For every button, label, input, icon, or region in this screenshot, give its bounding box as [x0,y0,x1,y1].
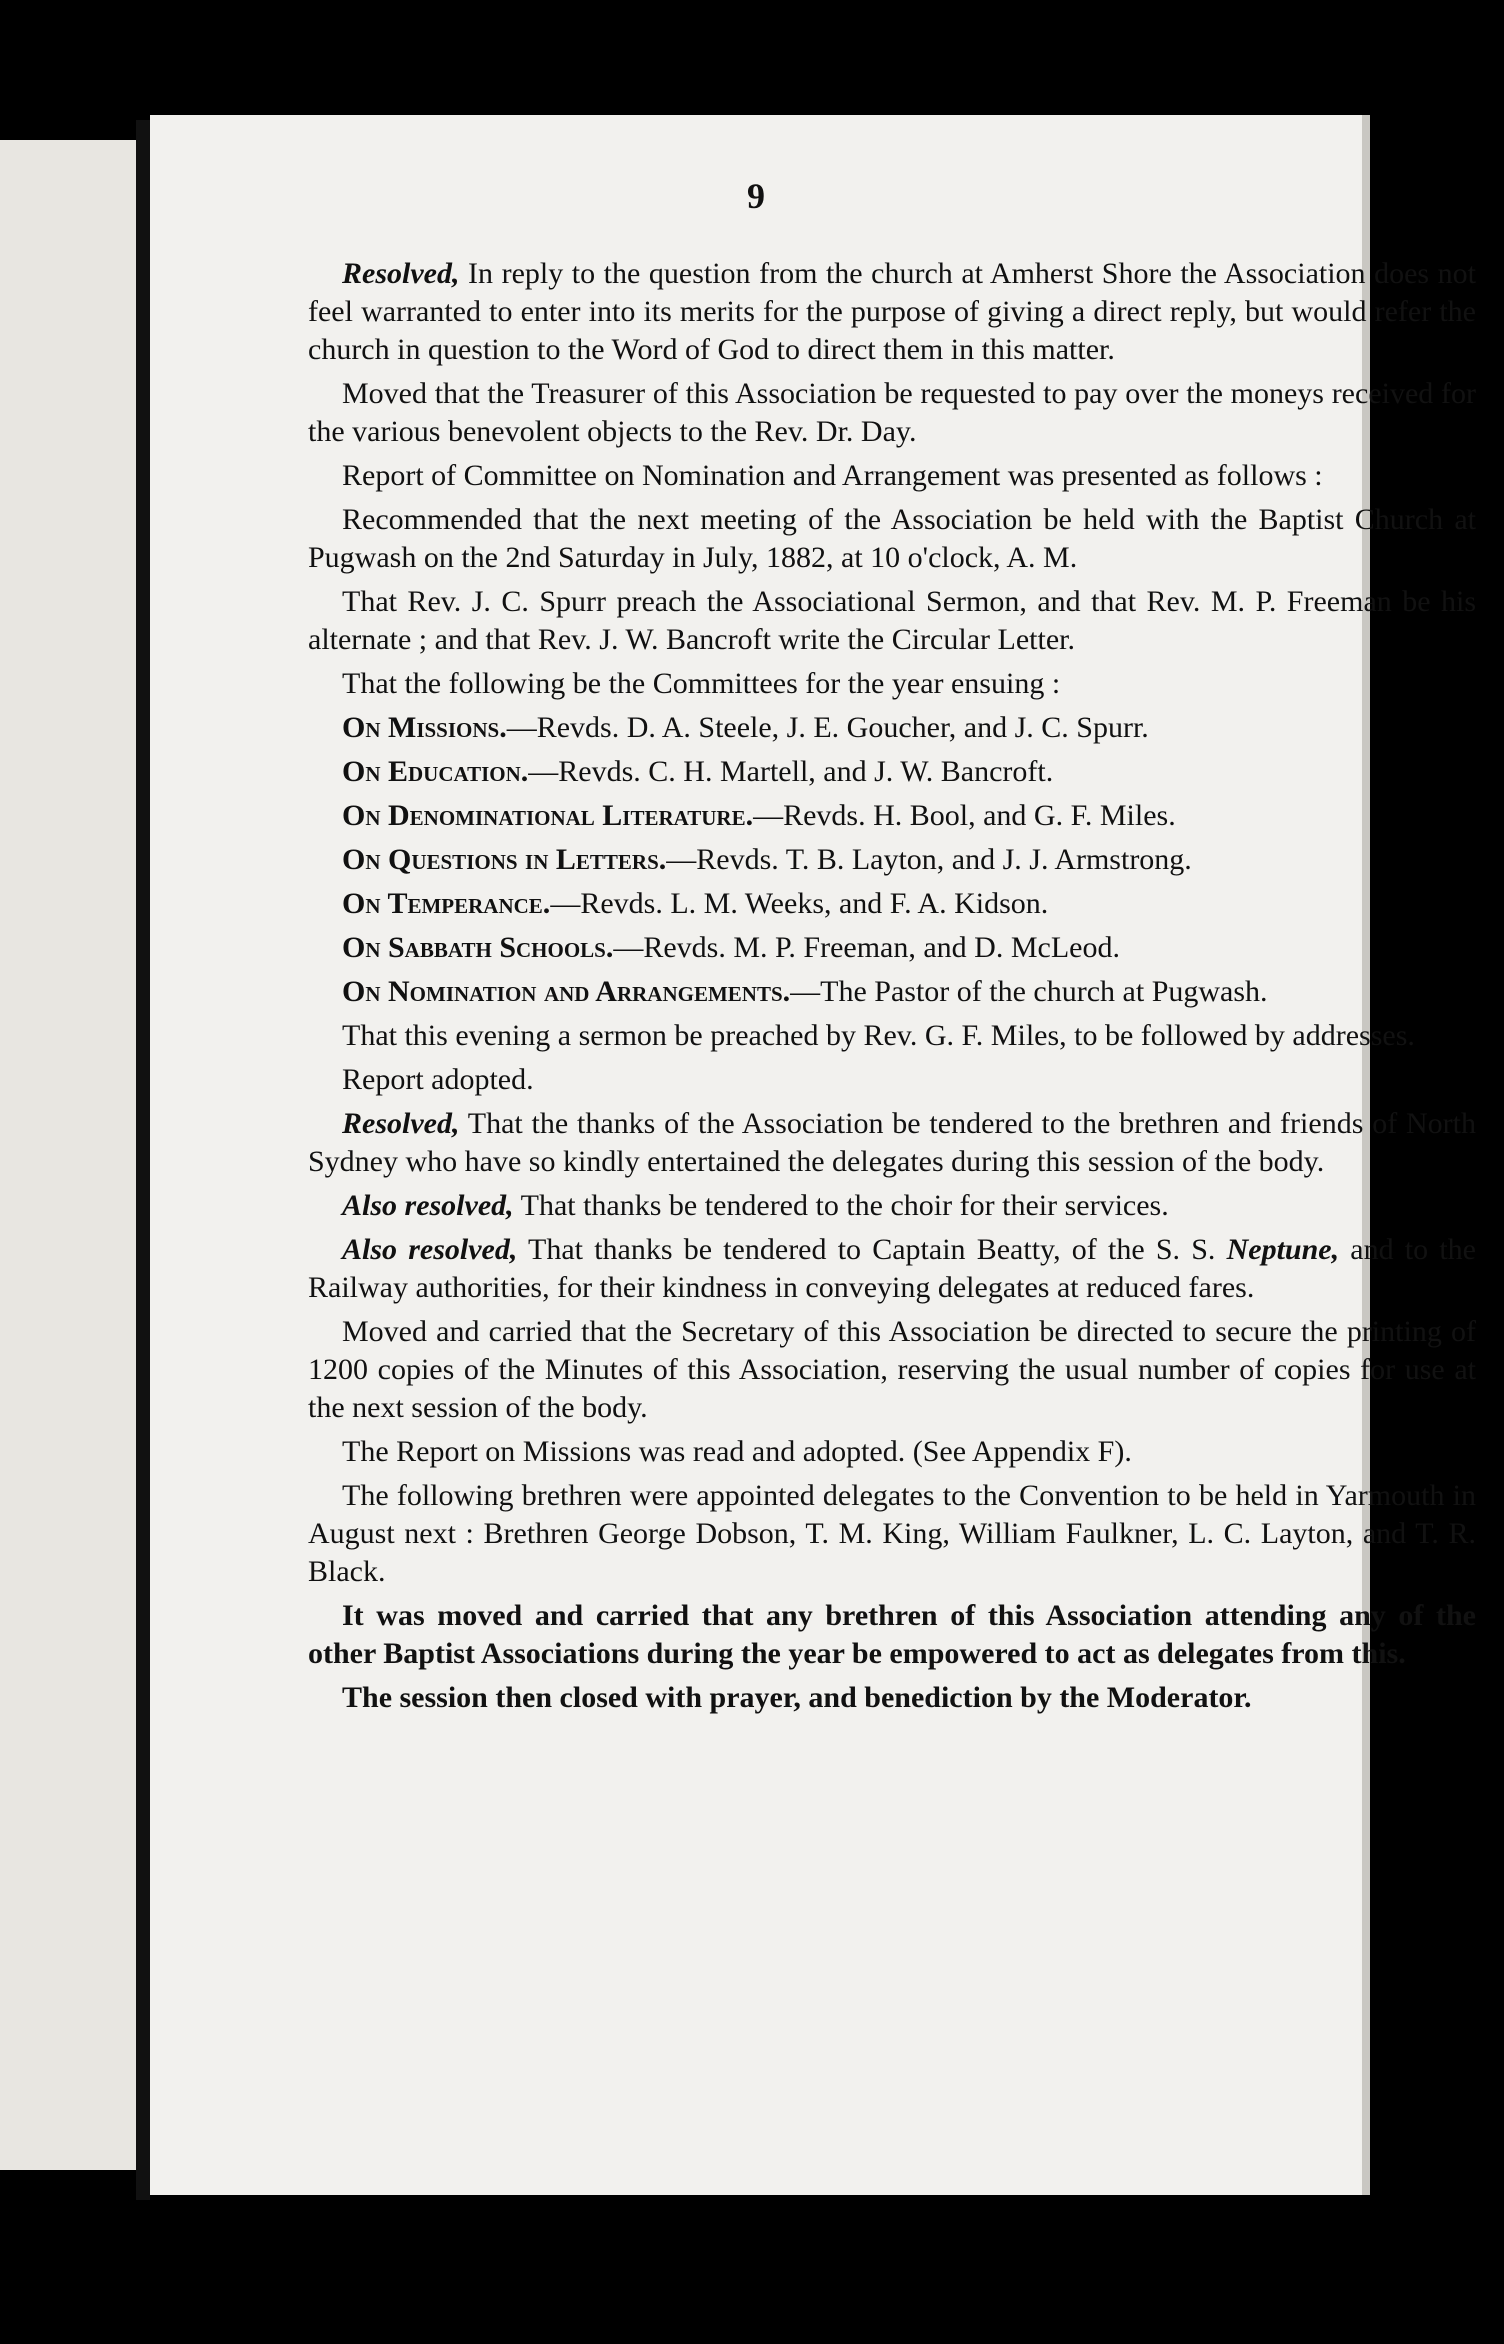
paragraph-session-closed [308,1679,1476,1717]
committee-denominational-literature [308,797,1476,835]
facing-page-edge [0,140,136,2170]
paragraph-delegates-convention [308,1477,1476,1591]
paragraph-next-meeting [308,501,1476,577]
paragraph-printing-minutes [308,1313,1476,1427]
committee-members: —Revds. L. M. Weeks, and F. A. Kidson. [550,887,1049,920]
paragraph-lead: Also resolved, [342,1189,514,1222]
paragraph-text: That this evening a sermon be preached by Rev. G. F. Miles, to be followed by addresses. [342,1019,1415,1052]
committee-name: On Education. [342,755,529,788]
paragraph-lead: Resolved, [342,1107,460,1140]
committee-name: On Denominational Literature. [342,799,754,832]
paragraph-resolved-thanks-choir [308,1187,1476,1225]
committee-members: —Revds. D. A. Steele, J. E. Goucher, and J. C. Spurr. [506,711,1149,744]
page-body [308,255,1476,1723]
committee-members: —Revds. M. P. Freeman, and D. McLeod. [613,931,1120,964]
book-gutter [136,120,150,2200]
committee-missions [308,709,1476,747]
paragraph-report-missions [308,1433,1476,1471]
paragraph-lead: Resolved, [342,257,460,290]
paragraph-committees-intro [308,665,1476,703]
paragraph-lead: Also resolved, [342,1233,518,1266]
paragraph-text: The session then closed with prayer, and benediction by the Moderator. [342,1681,1252,1714]
committee-education [308,753,1476,791]
paragraph-delegates-other-associations [308,1597,1476,1673]
paragraph-text: It was moved and carried that any brethren of this Association attending any of the other Baptist Associations during the year be empowered to act as delegates from this. [308,1599,1476,1670]
paragraph-text: The following brethren were appointed delegates to the Convention to be held in Yarmouth in August next : Brethren George Dobson, T. M. King, William Faulkner, L. C. Layton, and T. R. Black. [308,1479,1476,1588]
paragraph-text: In reply to the question from the church at Amherst Shore the Association does not feel warranted to enter into its merits for the purpose of giving a direct reply, but would refer the church in question to the Word of God to direct them in this matter. [308,257,1476,366]
committee-name: On Missions. [342,711,507,744]
committee-questions-in-letters [308,841,1476,879]
scanned-page [150,115,1476,2195]
paragraph-resolved-amherst [308,255,1476,369]
committee-members: —Revds. T. B. Layton, and J. J. Armstrong. [666,843,1192,876]
ship-name: Neptune, [1226,1233,1340,1266]
paragraph-treasurer [308,375,1476,451]
paragraph-resolved-thanks-beatty [308,1231,1476,1307]
committee-name: On Sabbath Schools. [342,931,614,964]
paragraph-text: Moved and carried that the Secretary of this Association be directed to secure the printing of 1200 copies of the Minutes of this Association, reserving the usual number of copies for use at the next session of the body. [308,1315,1476,1424]
committee-sabbath-schools [308,929,1476,967]
paragraph-resolved-thanks-north-sydney [308,1105,1476,1181]
paragraph-text: That the following be the Committees for the year ensuing : [342,667,1061,700]
committee-name: On Questions in Letters. [342,843,667,876]
paragraph-text: That thanks be tendered to Captain Beatty, of the S. S. [517,1233,1227,1266]
committee-members: —Revds. H. Bool, and G. F. Miles. [753,799,1176,832]
paragraph-report-adopted [308,1061,1476,1099]
paragraph-text: Report of Committee on Nomination and Arrangement was presented as follows : [342,459,1323,492]
paragraph-text: The Report on Missions was read and adopted. (See Appendix F). [342,1435,1132,1468]
paragraph-sermon [308,583,1476,659]
paragraph-text: Recommended that the next meeting of the Association be held with the Baptist Church at Pugwash on the 2nd Saturday in July, 1882, at 10 o'clock, A. M. [308,503,1476,574]
committee-name: On Nomination and Arrangements. [342,975,791,1008]
committee-name: On Temperance. [342,887,551,920]
committee-nomination-arrangements [308,973,1476,1011]
paragraph-report-nomination [308,457,1476,495]
paragraph-text: That Rev. J. C. Spurr preach the Associational Sermon, and that Rev. M. P. Freeman be his alternate ; and that Rev. J. W. Bancroft write the Circular Letter. [308,585,1476,656]
paragraph-text: That the thanks of the Association be tendered to the brethren and friends of North Sydney who have so kindly entertained the delegates during this session of the body. [308,1107,1476,1178]
committee-members: —Revds. C. H. Martell, and J. W. Bancroft. [528,755,1054,788]
paragraph-text: Moved that the Treasurer of this Association be requested to pay over the moneys received for the various benevolent objects to the Rev. Dr. Day. [308,377,1476,448]
paragraph-text: and to the Railway authorities, for their kindness in conveying delegates at reduced fares. [308,1233,1476,1304]
page-number: 9 [747,176,765,216]
paragraph-text: That thanks be tendered to the choir for their services. [513,1189,1169,1222]
paragraph-evening-sermon [308,1017,1476,1055]
paragraph-text: Report adopted. [342,1063,534,1096]
committee-members: —The Pastor of the church at Pugwash. [790,975,1268,1008]
committee-temperance [308,885,1476,923]
